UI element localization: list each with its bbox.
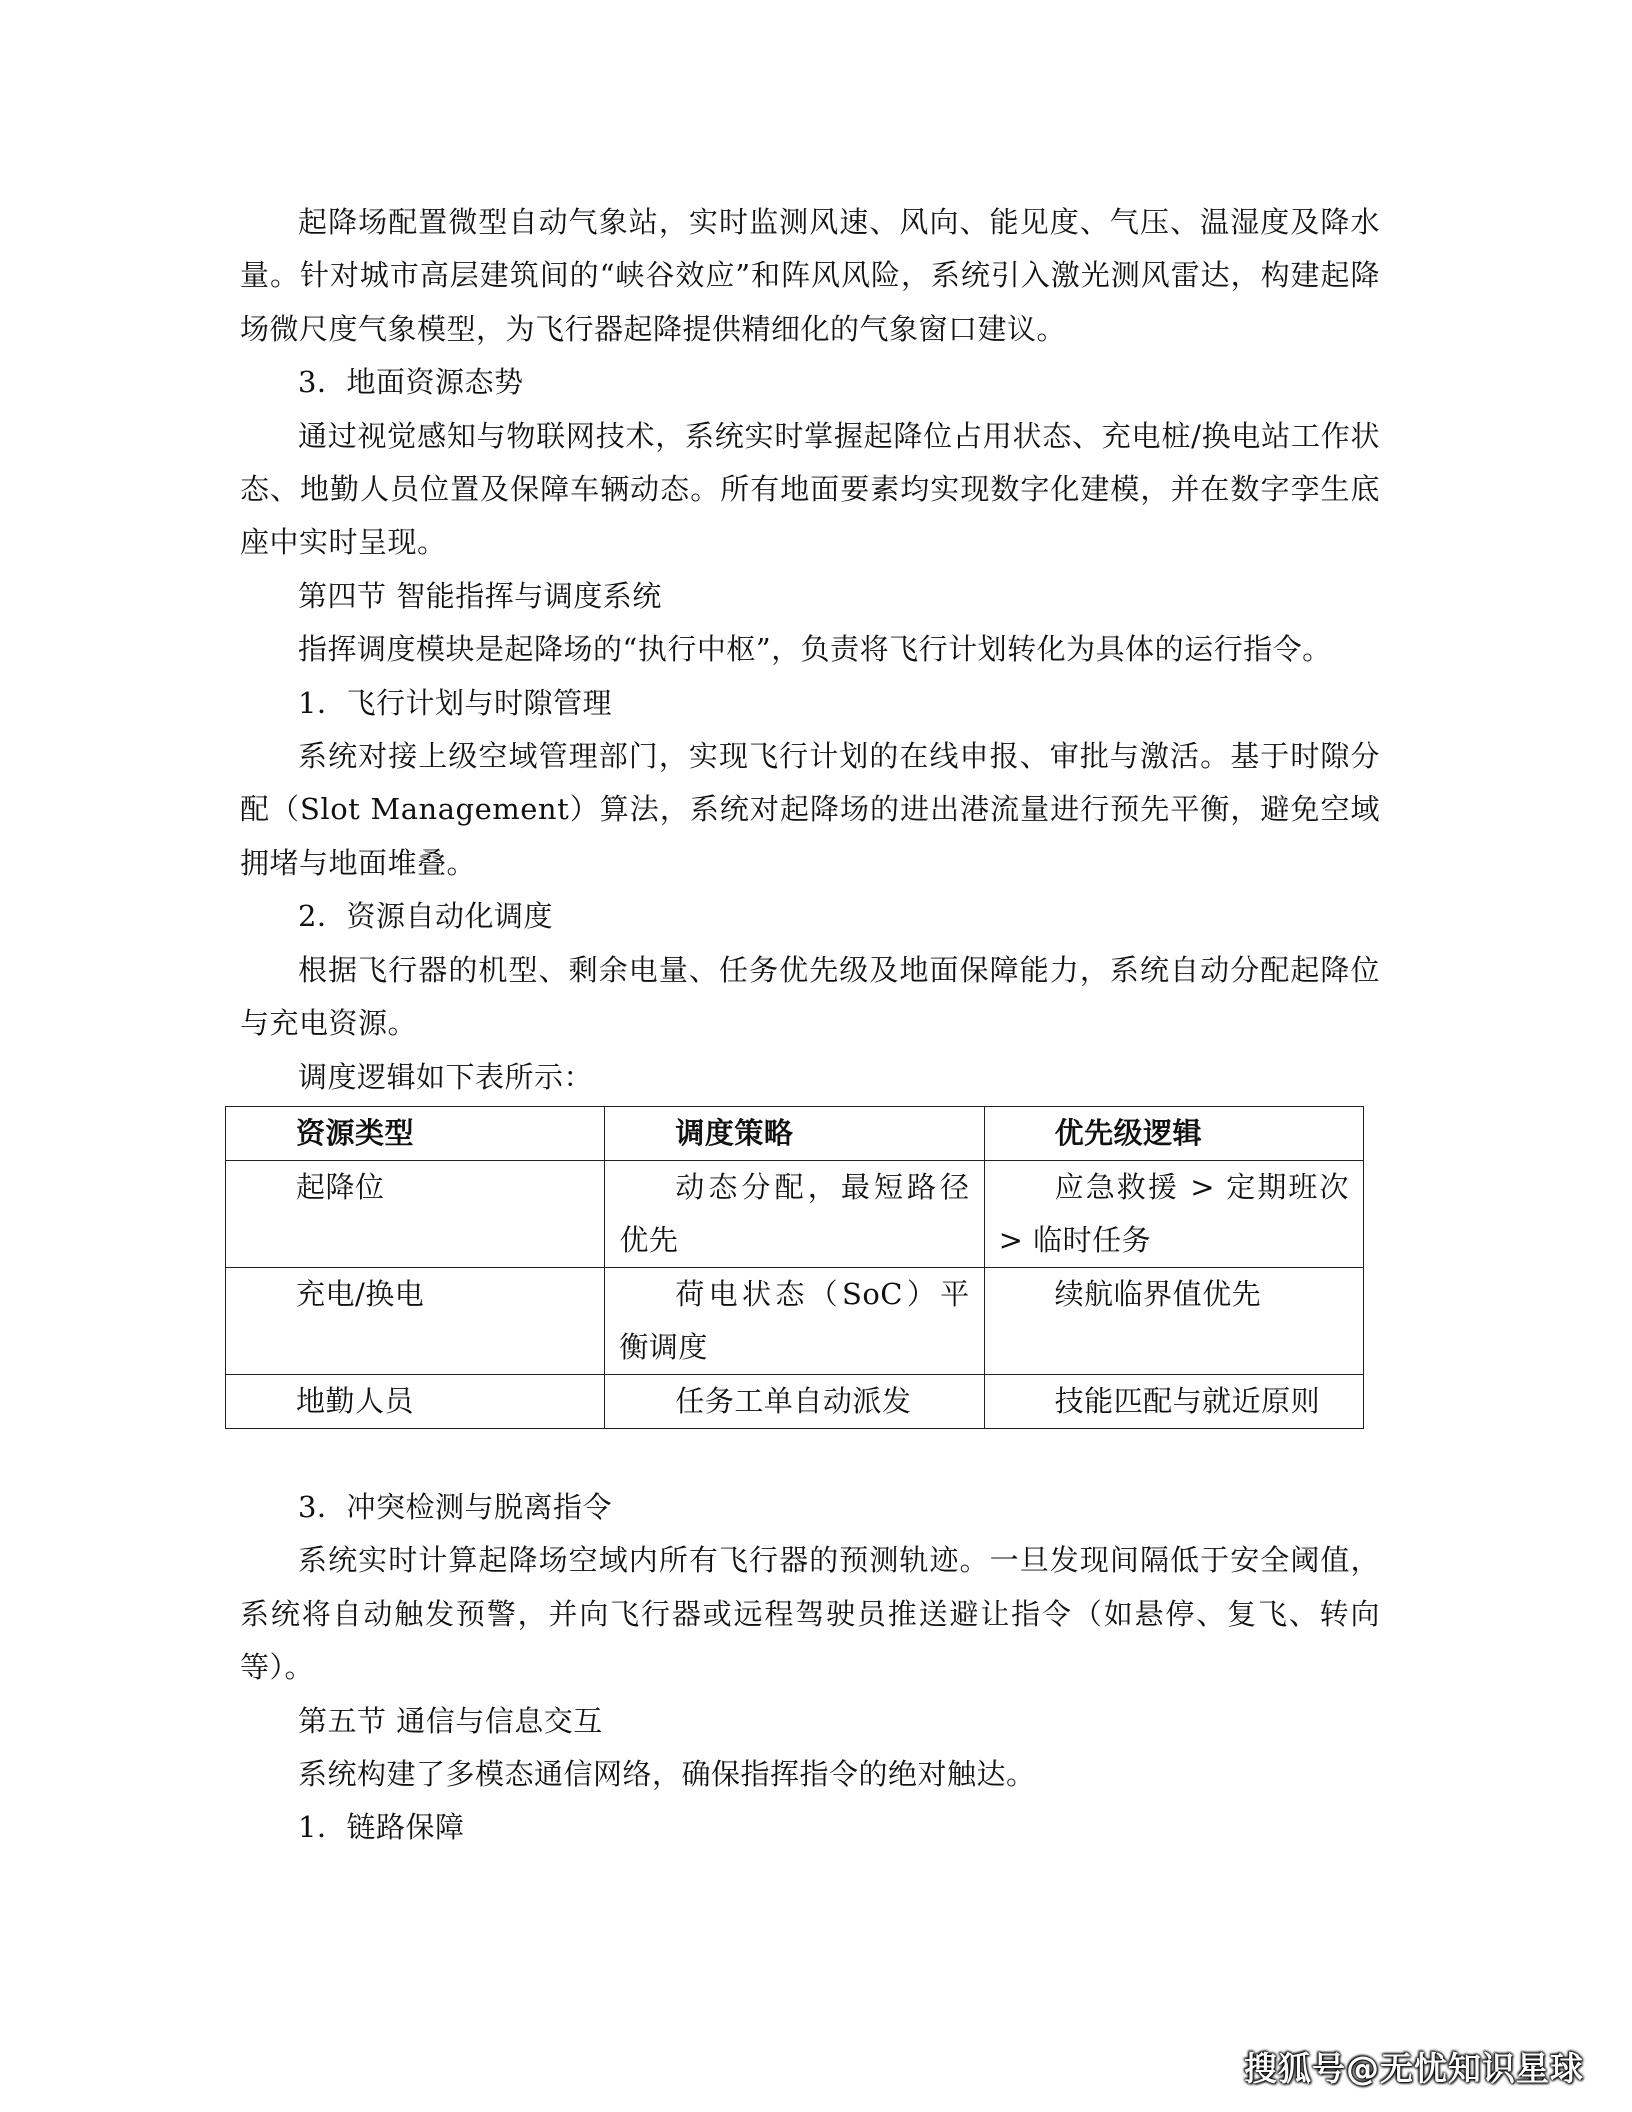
cell-strategy: 任务工单自动派发 <box>605 1374 984 1428</box>
heading-conflict-detection: 3．冲突检测与脱离指令 <box>298 1489 612 1524</box>
cell-priority: 续航临界值优先 <box>984 1267 1363 1374</box>
dispatch-logic-table <box>225 1106 1364 1429</box>
paragraph-ground-resources: 通过视觉感知与物联网技术，系统实时掌握起降位占用状态、充电桩/换电站工作状态、地勤人员位置及保障车辆动态。所有地面要素均实现数字化建模，并在数字孪生底座中实时呈现。 <box>240 418 1380 560</box>
section-heading-5: 第五节 通信与信息交互 <box>298 1703 603 1738</box>
heading-resource-dispatch: 2．资源自动化调度 <box>298 899 553 934</box>
header-dispatch-strategy: 调度策略 <box>605 1106 984 1160</box>
cell-resource: 充电/换电 <box>226 1267 605 1374</box>
dispatch-table-wrapper <box>225 1106 1380 1429</box>
table-row <box>226 1160 1364 1267</box>
cell-strategy: 荷电状态（SoC）平衡调度 <box>605 1267 984 1374</box>
header-priority-logic: 优先级逻辑 <box>984 1106 1363 1160</box>
table-header-row <box>226 1106 1364 1160</box>
spacer <box>240 1429 1380 1481</box>
document-page <box>240 196 1380 1855</box>
cell-priority: 技能匹配与就近原则 <box>984 1374 1363 1428</box>
watermark: 搜狐号@无忧知识星球 <box>1244 2049 1584 2088</box>
section-heading-4: 第四节 智能指挥与调度系统 <box>298 578 662 613</box>
paragraph-flight-plan: 系统对接上级空域管理部门，实现飞行计划的在线申报、审批与激活。基于时隙分配（Slot Management）算法，系统对起降场的进出港流量进行预先平衡，避免空域拥堵与地面堆叠。 <box>240 739 1380 880</box>
paragraph-conflict-detection: 系统实时计算起降场空域内所有飞行器的预测轨迹。一旦发现间隔低于安全阈值，系统将自动触发预警，并向飞行器或远程驾驶员推送避让指令（如悬停、复飞、转向等）。 <box>240 1543 1380 1685</box>
paragraph-weather-station: 起降场配置微型自动气象站，实时监测风速、风向、能见度、气压、温湿度及降水量。针对城市高层建筑间的“峡谷效应”和阵风风险，系统引入激光测风雷达，构建起降场微尺度气象模型，为飞行器起降提供精细化的气象窗口建议。 <box>240 205 1380 346</box>
paragraph-communication-intro: 系统构建了多模态通信网络，确保指挥指令的绝对触达。 <box>298 1756 1036 1791</box>
paragraph-resource-dispatch: 根据飞行器的机型、剩余电量、任务优先级及地面保障能力，系统自动分配起降位与充电资源。 <box>240 952 1380 1041</box>
cell-resource: 地勤人员 <box>226 1374 605 1428</box>
table-caption: 调度逻辑如下表所示： <box>298 1059 594 1094</box>
cell-resource: 起降位 <box>226 1160 605 1267</box>
header-resource-type: 资源类型 <box>226 1106 605 1160</box>
cell-strategy: 动态分配，最短路径优先 <box>605 1160 984 1267</box>
paragraph-command-intro: 指挥调度模块是起降场的“执行中枢”，负责将飞行计划转化为具体的运行指令。 <box>298 632 1332 667</box>
heading-ground-resources: 3．地面资源态势 <box>298 365 524 400</box>
table-row <box>226 1374 1364 1428</box>
heading-flight-plan: 1．飞行计划与时隙管理 <box>298 685 612 720</box>
heading-link-assurance: 1．链路保障 <box>298 1810 465 1845</box>
table-row <box>226 1267 1364 1374</box>
cell-priority: 应急救援 > 定期班次 > 临时任务 <box>984 1160 1363 1267</box>
